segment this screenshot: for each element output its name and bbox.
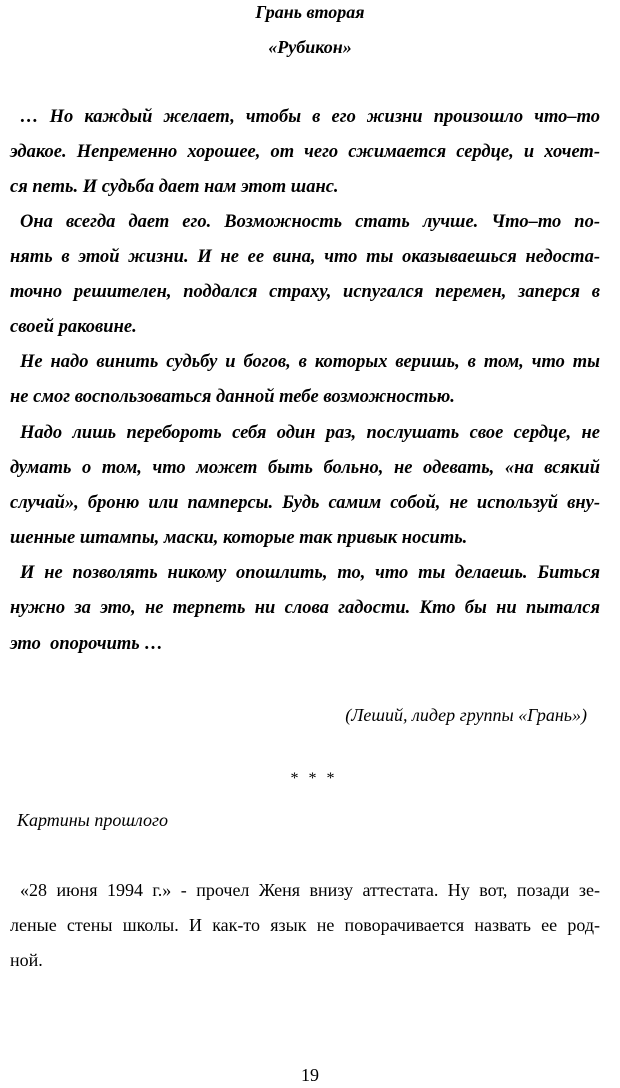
chapter-subtitle: «Рубикон» xyxy=(268,37,352,57)
epigraph-line: … Но каждый желает, чтобы в его жизни произошло что–то xyxy=(20,107,600,127)
epigraph-attribution: (Леший, лидер группы «Грань») xyxy=(345,705,587,725)
section-title: Картины прошлого xyxy=(17,810,169,830)
epigraph-line: не смог воспользоваться данной тебе возможностью. xyxy=(10,387,455,407)
epigraph-line: Надо лишь перебороть себя один раз, послушать свое сердце, не xyxy=(20,423,600,443)
epigraph-line: И не позволять никому опошлить, то, что ты делаешь. Биться xyxy=(20,563,600,583)
epigraph-line: своей раковине. xyxy=(10,317,137,337)
epigraph-line: нужно за это, не терпеть ни слова гадости. Кто бы ни пытался xyxy=(10,598,600,618)
epigraph-line: точно решителен, поддался страху, испугался перемен, заперся в xyxy=(10,282,600,302)
section-separator: * * * xyxy=(290,770,338,787)
epigraph-line: думать о том, что может быть больно, не одевать, «на всякий xyxy=(10,458,600,478)
epigraph-line: нять в этой жизни. И не ее вина, что ты оказываешься недоста- xyxy=(10,247,600,267)
epigraph-line: шенные штампы, маски, которые так привык носить. xyxy=(10,528,468,548)
body-line: ной. xyxy=(10,950,43,970)
epigraph-line: Она всегда дает его. Возможность стать лучше. Что–то по- xyxy=(20,212,600,232)
body-line: «28 июня 1994 г.» - прочел Женя внизу аттестата. Ну вот, позади зе- xyxy=(20,880,600,900)
epigraph-line: ся петь. И судьба дает нам этот шанс. xyxy=(10,177,339,197)
epigraph-line: Не надо винить судьбу и богов, в которых веришь, в том, что ты xyxy=(20,352,600,372)
epigraph-line: это опорочить … xyxy=(10,634,163,654)
epigraph-line: эдакое. Непременно хорошее, от чего сжимается сердце, и хочет- xyxy=(10,142,600,162)
body-line: леные стены школы. И как-то язык не поворачивается назвать ее род- xyxy=(10,915,600,935)
page-number: 19 xyxy=(301,1065,319,1085)
chapter-title: Грань вторая xyxy=(255,2,365,22)
epigraph-line: случай», броню или памперсы. Будь самим собой, не используй вну- xyxy=(10,493,600,513)
